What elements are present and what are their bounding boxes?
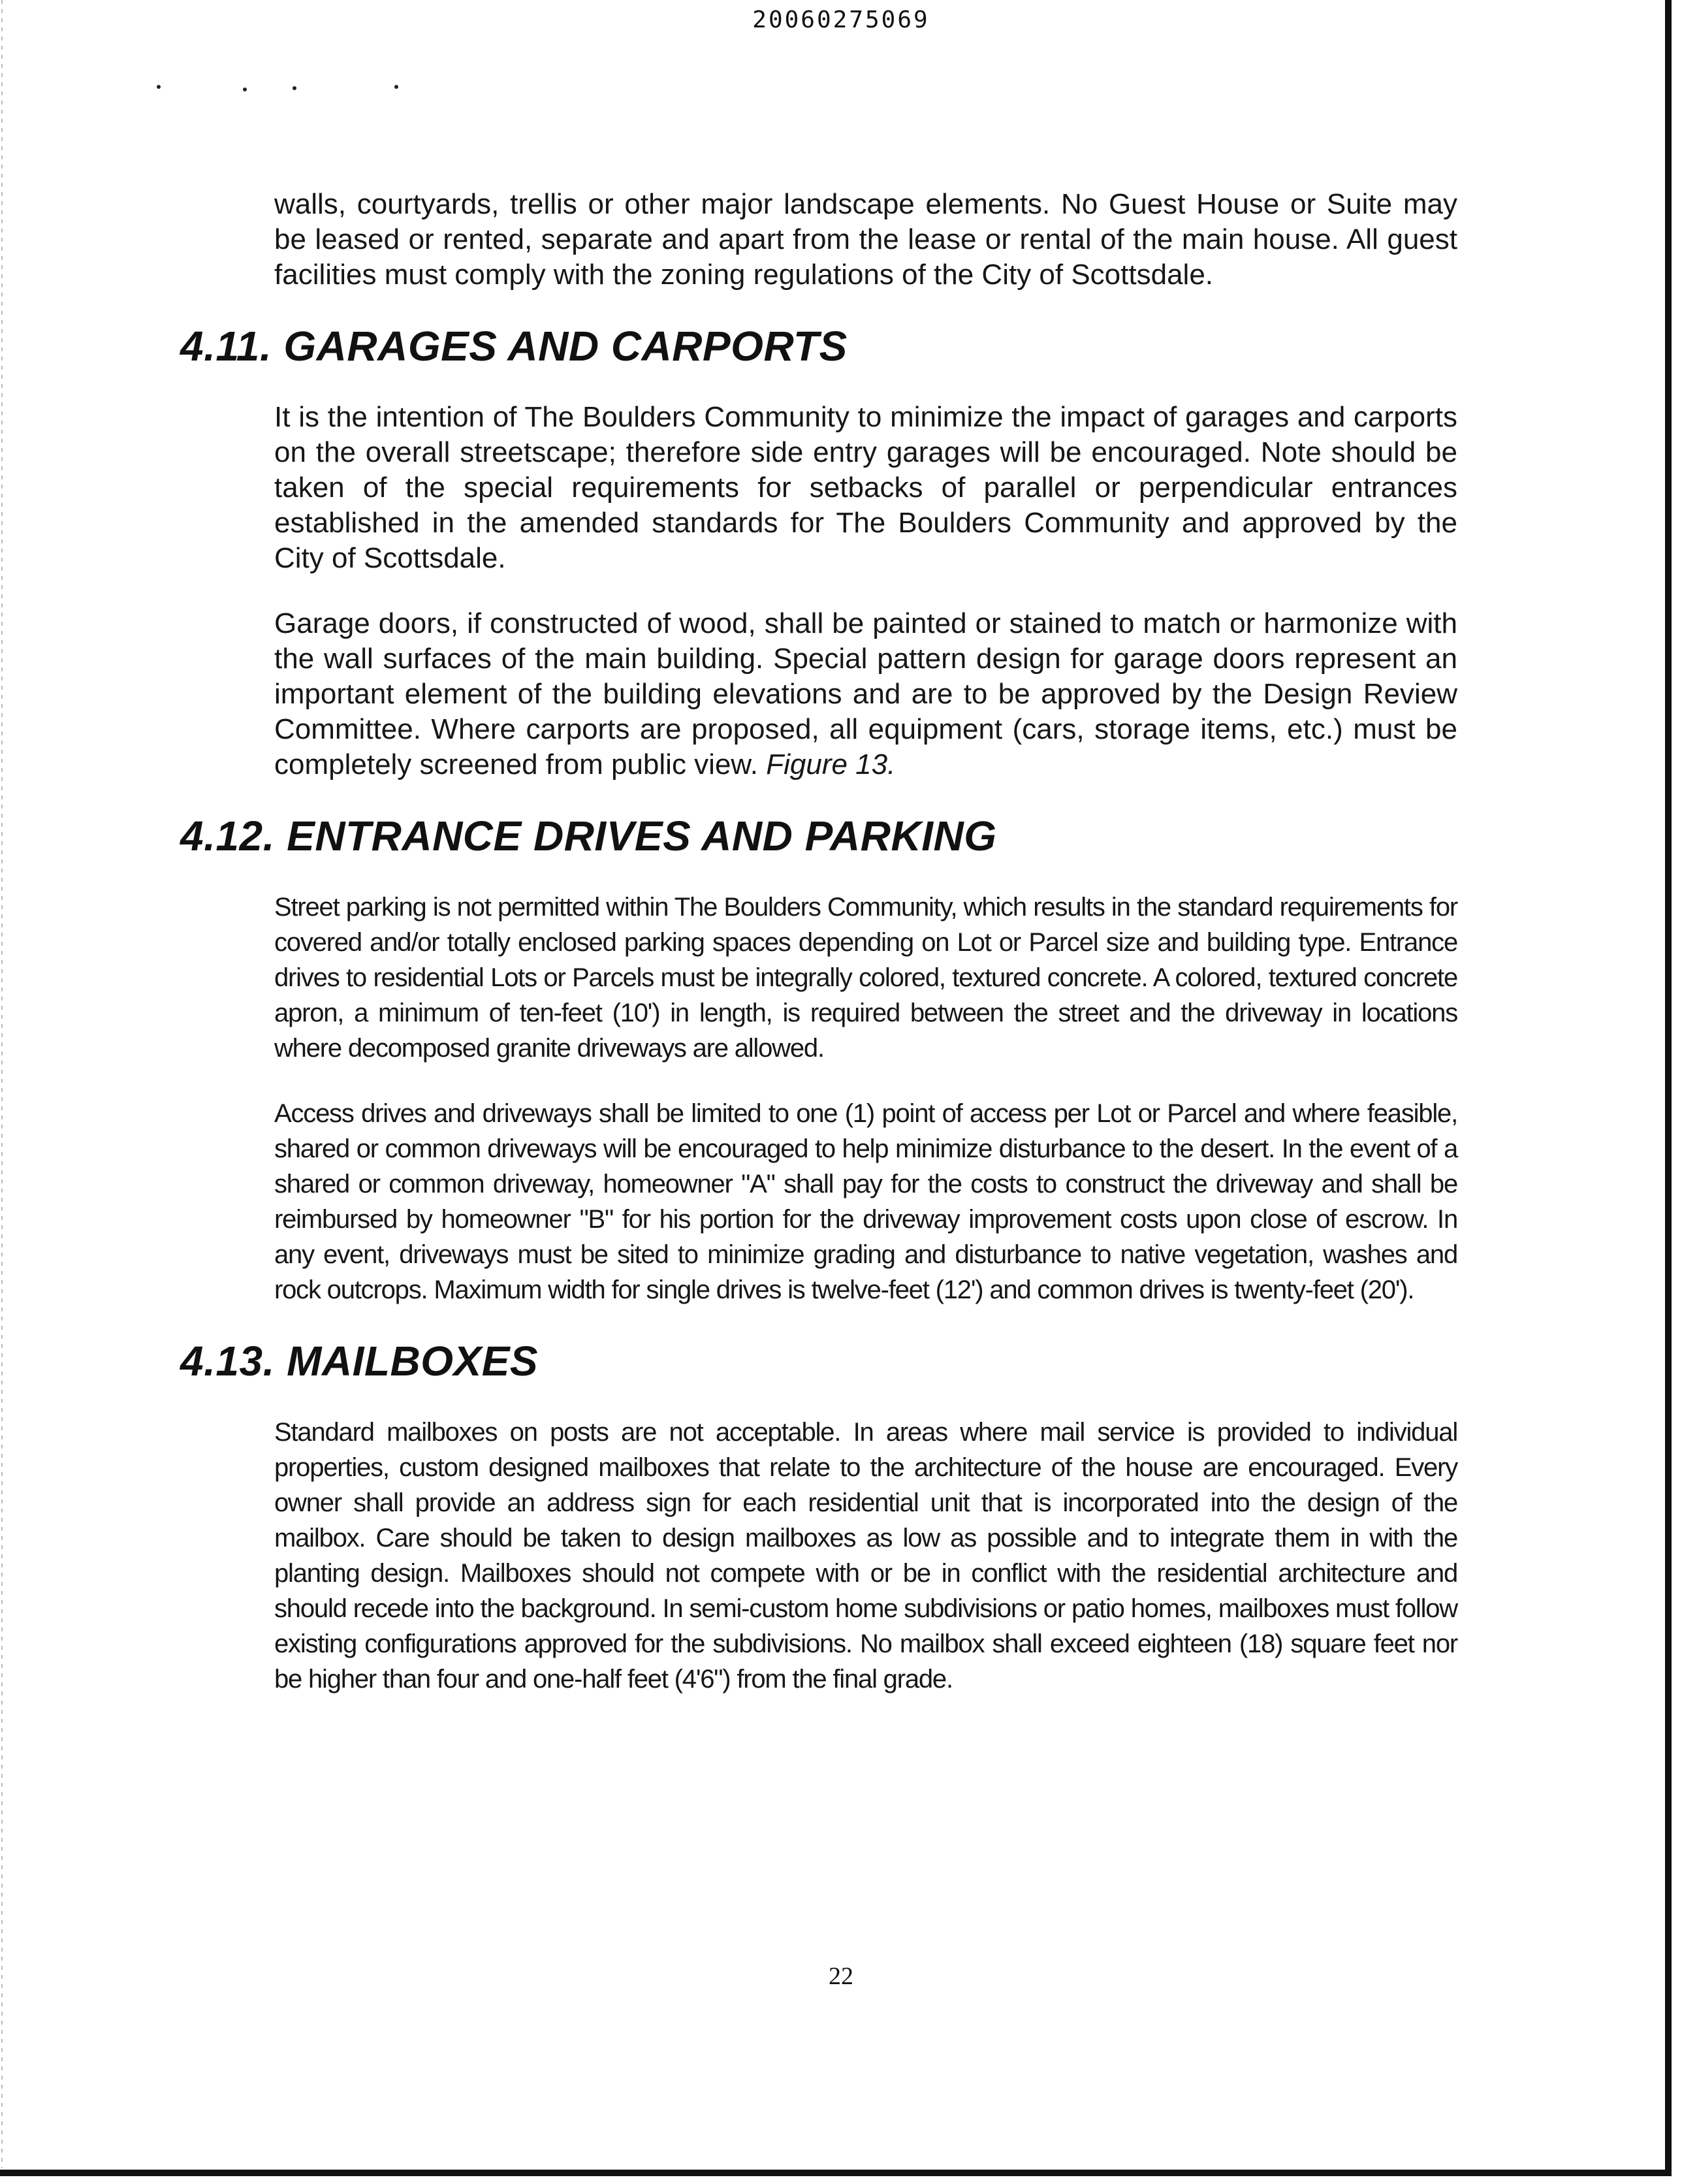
speck	[394, 85, 398, 89]
entrance-drives-paragraph-2: Access drives and driveways shall be limited to one (1) point of access per Lot or Parcel and where feasible, shared or common driveways will be encouraged to help minimize disturbance to the desert. In the event of a shared or common driveway, homeowner "A" shall pay for the costs to construct the driveway and shall be reimbursed by homeowner "B" for his portion for the driveway improvement costs upon close of escrow. In any event, driveways must be sited to minimize grading and disturbance to native vegetation, washes and rock outcrops. Maximum width for single drives is twelve-feet (12') and common drives is twenty-feet (20').	[274, 1099, 1457, 1304]
continuation-paragraph: walls, courtyards, trellis or other major landscape elements. No Guest House or Suite may be leased or rented, separate and apart from the lease or rental of the main house. All guest facilities must comply with the zoning regulations of the City of Scottsdale.	[274, 188, 1457, 291]
document-number: 20060275069	[752, 7, 930, 33]
figure-reference: Figure 13.	[766, 748, 896, 780]
heading-entrance-drives-and-parking: 4.12. ENTRANCE DRIVES AND PARKING	[180, 812, 997, 859]
garages-paragraph-2-text: Garage doors, if constructed of wood, shall be painted or stained to match or harmonize with the wall surfaces of the main building. Special pattern design for garage doors represent an important element of the building elevations and are to be approved by the Design Review Committee. Where carports are proposed, all equipment (cars, storage items, etc.) must be completely screened from public view.	[274, 607, 1457, 780]
entrance-drives-paragraph-1: Street parking is not permitted within The Boulders Community, which results in the standard requirements for covered and/or totally enclosed parking spaces depending on Lot or Parcel size and building type. Entrance drives to residential Lots or Parcels must be integrally colored, textured concrete. A colored, textured concrete apron, a minimum of ten-feet (10') in length, is required between the street and the driveway in locations where decomposed granite driveways are allowed.	[274, 893, 1457, 1063]
speck	[243, 88, 247, 91]
mailboxes-paragraph: Standard mailboxes on posts are not acceptable. In areas where mail service is provided to individual properties, custom designed mailboxes that relate to the architecture of the house are encouraged. Every owner shall provide an address sign for each residential unit that is incorporated into the design of the mailbox. Care should be taken to design mailboxes as low as possible and to integrate them in with the planting design. Mailboxes should not compete with or be in conflict with the residential architecture and should recede into the background. In semi-custom home subdivisions or patio homes, mailboxes must follow existing configurations approved for the subdivisions. No mailbox shall exceed eighteen (18) square feet nor be higher than four and one-half feet (4'6") from the final grade.	[274, 1418, 1457, 1694]
garages-paragraph-1: It is the intention of The Boulders Community to minimize the impact of garages and carports on the overall streetscape; therefore side entry garages will be encouraged. Note should be taken of the special requirements for setbacks of parallel or perpendicular entrances established in the amended standards for The Boulders Community and approved by the City of Scottsdale.	[274, 401, 1457, 574]
page-body	[180, 187, 1457, 1697]
speck	[293, 86, 296, 90]
speck	[157, 85, 161, 89]
garages-paragraph-2	[274, 606, 1457, 782]
scan-specks	[0, 82, 1682, 95]
heading-mailboxes: 4.13. MAILBOXES	[180, 1338, 539, 1385]
heading-garages-and-carports: 4.11. GARAGES AND CARPORTS	[180, 323, 848, 370]
scan-edge	[1, 0, 3, 2168]
page-number: 22	[829, 1963, 853, 1990]
